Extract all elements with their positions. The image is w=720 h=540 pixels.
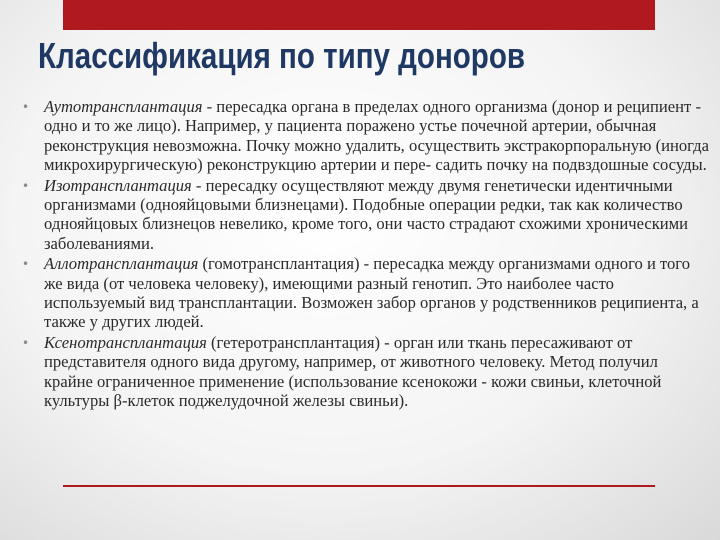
term-label: Аллотрансплантация xyxy=(44,254,199,274)
bullet-icon: • xyxy=(22,335,30,350)
term-label: Ксенотрансплантация xyxy=(44,332,207,352)
list-item-allotransplantation xyxy=(20,254,710,332)
term-label: Изотрансплантация xyxy=(44,175,192,195)
term-label: Аутотрансплантация xyxy=(44,97,203,116)
top-accent-bar xyxy=(63,0,655,30)
bullet-list xyxy=(20,97,710,412)
item-description: (гомотрансплантация) - пересадка между организмами одного и того же вида (от человека человеку), имеющими разный генотип. Это наиболее часто используемый вид трансплантации. Возможен забор органов у родственников реципиента, а также у других людей. xyxy=(44,254,699,332)
slide-title: Классификация по типу доноров xyxy=(38,35,526,76)
bullet-icon: • xyxy=(22,257,30,272)
list-item-isotransplantation xyxy=(20,176,710,254)
item-description: - пересадка органа в пределах одного организма (донор и реципиент - одно и то же лицо). Например, у пациента поражено устье почечной артерии, обычная реконструкция невозможна. Почку можно удалить, осуществить экстракорпоральную (иногда микрохирургическую) реконструкцию артерии и пере- садить почку на подвздошные сосуды. xyxy=(44,97,709,175)
item-description: (гетеротрансплантация) - орган или ткань пересаживают от представителя одного вида другому, например, от животного человеку. Метод получил крайне ограниченное применение (использование ксенокожи - кожи свиньи, клеточной культуры β-клеток поджелудочной железы свиньи). xyxy=(44,332,662,411)
item-description: - пересадку осуществляют между двумя генетически идентичными организмами (однояйцовыми близнецами). Подобные операции редки, так как количество однояйцовых близнецов невелико, кроме того, они часто страдают схожими хроническими заболеваниями. xyxy=(44,175,689,253)
bullet-icon: • xyxy=(22,178,30,193)
bottom-divider xyxy=(63,485,655,487)
list-item-xenotransplantation xyxy=(20,333,710,411)
bullet-icon: • xyxy=(22,100,30,114)
list-item-autotransplantation xyxy=(20,97,710,175)
